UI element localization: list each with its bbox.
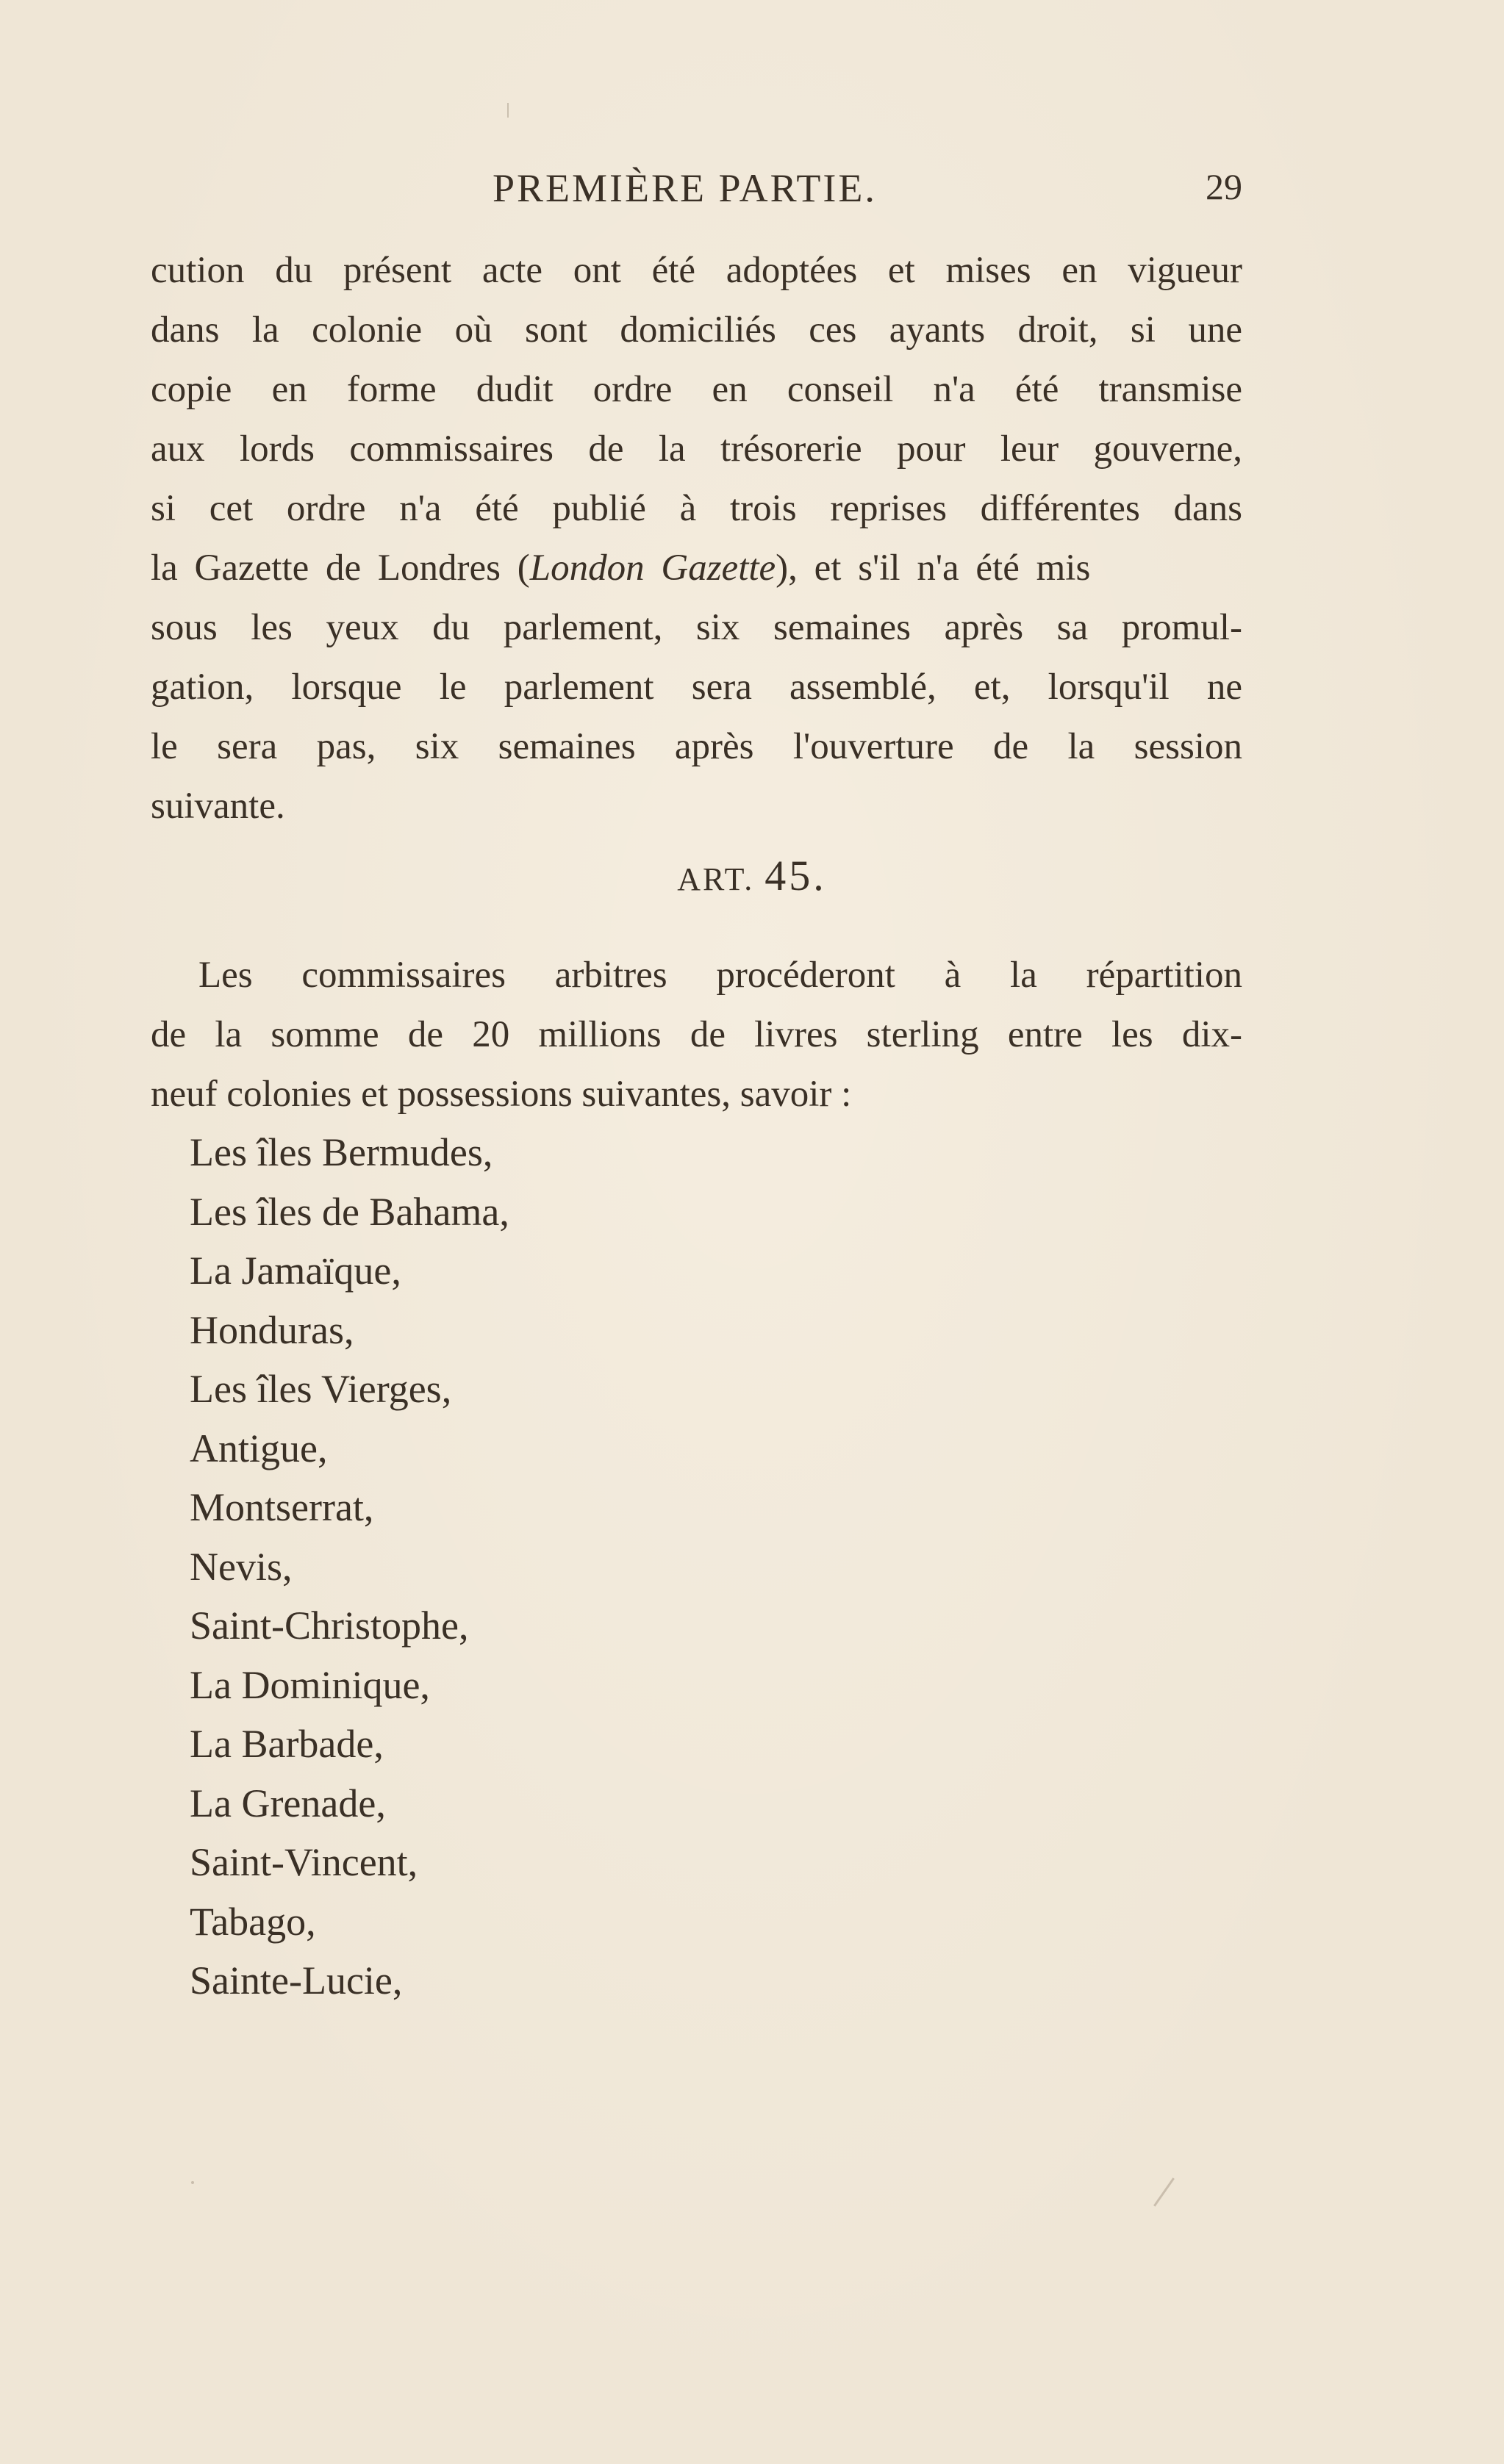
list-item: Montserrat,	[190, 1485, 374, 1529]
text-line: neuf colonies et possessions suivantes, savoir :	[151, 1074, 852, 1115]
list-item: Les îles Bermudes,	[190, 1130, 493, 1174]
list-item: Les îles de Bahama,	[190, 1189, 509, 1234]
paper-speck	[1153, 2177, 1175, 2206]
text-line: gation, lorsque le parlement sera assemblé, et, lorsqu'il ne	[151, 667, 1242, 708]
list-item: Les îles Vierges,	[190, 1367, 452, 1411]
list-item: La Grenade,	[190, 1781, 386, 1825]
text-line: sous les yeux du parlement, six semaines après sa promul-	[151, 607, 1242, 648]
text-line: de la somme de 20 millions de livres sterling entre les dix-	[151, 1014, 1242, 1055]
paragraph-continuation	[151, 241, 1242, 836]
page-header	[151, 165, 1242, 217]
text-line: aux lords commissaires de la trésorerie pour leur gouverne,	[151, 428, 1242, 470]
page-number: 29	[1206, 166, 1242, 207]
text-segment: la Gazette de Londres (	[151, 547, 530, 589]
list-item: Antigue,	[190, 1426, 328, 1470]
text-line: dans la colonie où sont domiciliés ces ayants droit, si une	[151, 309, 1242, 351]
list-item: Nevis,	[190, 1544, 293, 1589]
text-line-with-italic	[151, 539, 1242, 598]
list-item: Saint-Christophe,	[190, 1603, 469, 1648]
article-heading	[0, 851, 1504, 900]
article-number: 45.	[764, 852, 827, 899]
text-line: si cet ordre n'a été publié à trois reprises différentes dans	[151, 488, 1242, 529]
colony-list	[190, 1123, 509, 2011]
list-item: La Dominique,	[190, 1662, 430, 1707]
paper-speck	[191, 2181, 194, 2184]
paragraph-article-45	[151, 946, 1242, 1124]
list-item: Honduras,	[190, 1307, 354, 1352]
newspaper-title: London Gazette	[529, 547, 776, 589]
list-item: La Jamaïque,	[190, 1249, 401, 1293]
text-line: suivante.	[151, 786, 285, 827]
running-head: PREMIÈRE PARTIE.	[493, 166, 877, 210]
text-line: Les commissaires arbitres procéderont à la répartition	[198, 955, 1242, 996]
text-line: cution du présent acte ont été adoptées et mises en vigueur	[151, 250, 1242, 291]
paper-speck	[507, 103, 509, 118]
list-item: Sainte-Lucie,	[190, 1958, 403, 2003]
text-line: copie en forme dudit ordre en conseil n'a été transmise	[151, 369, 1242, 410]
list-item: Saint-Vincent,	[190, 1840, 418, 1884]
article-label: ART.	[677, 861, 755, 897]
list-item: Tabago,	[190, 1899, 316, 1944]
list-item: La Barbade,	[190, 1722, 384, 1766]
text-line: le sera pas, six semaines après l'ouverture de la session	[151, 726, 1242, 767]
text-segment: ), et s'il n'a été mis	[776, 547, 1091, 589]
